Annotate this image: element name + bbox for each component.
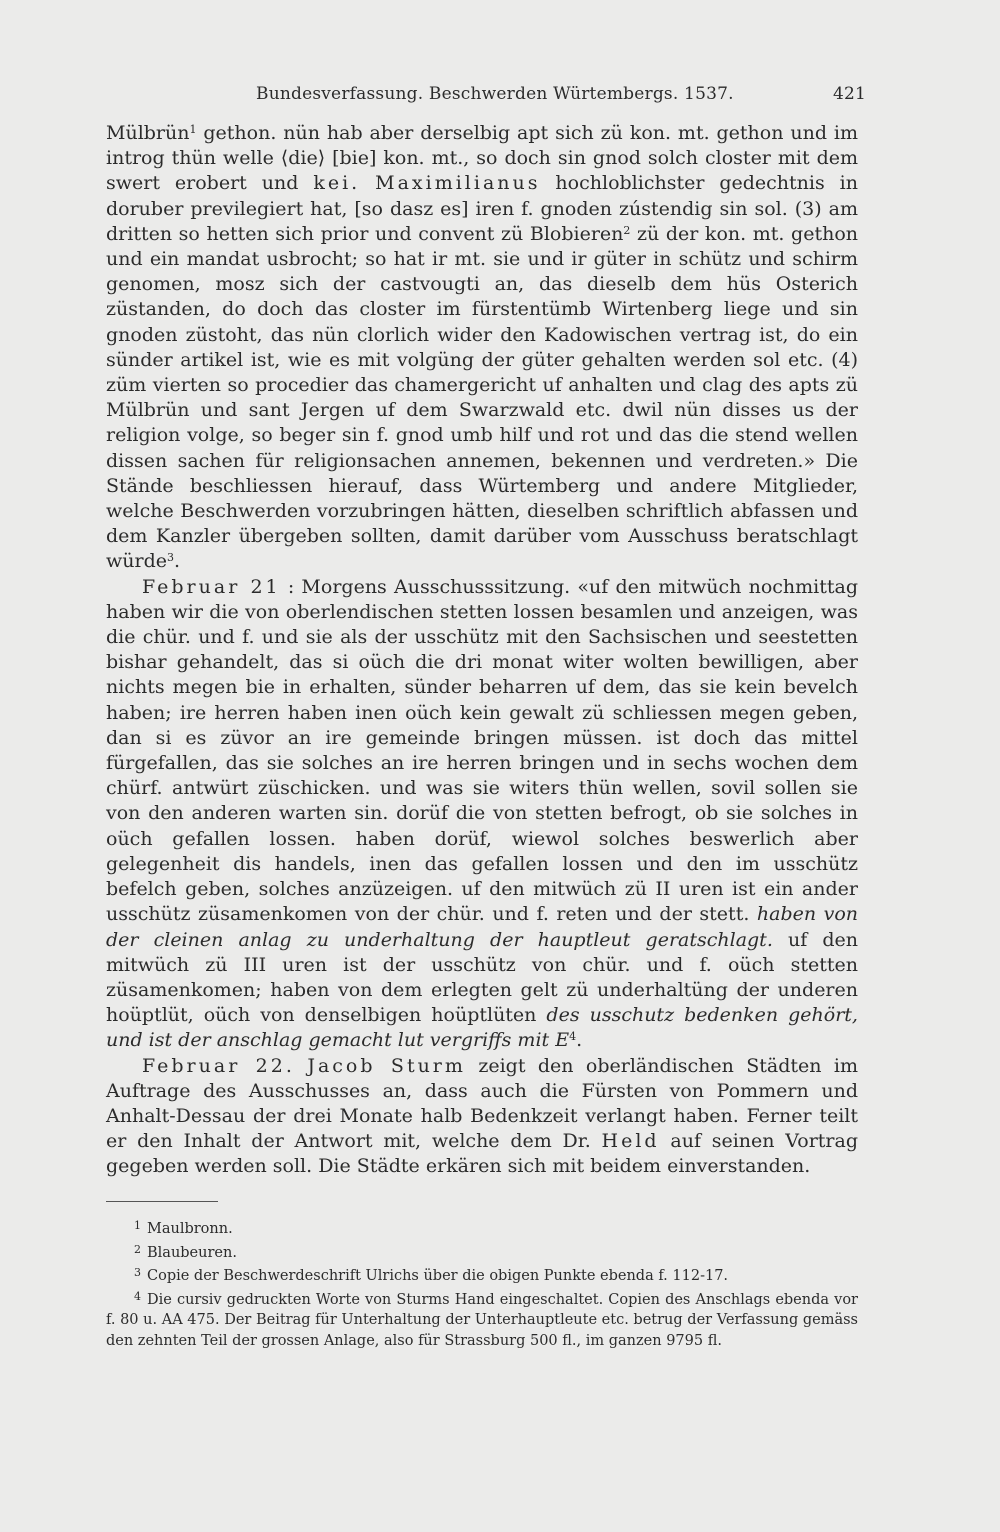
- italic-insert: des usschutz bedenken gehört, und ist der anschlag gemacht lut vergriffs mit E: [106, 1004, 858, 1052]
- footnote-text: Maulbronn.: [147, 1221, 233, 1237]
- running-title: Bundesverfassung. Beschwerden Würtembergs. 1537.: [256, 84, 734, 104]
- date-heading: Februar 22.: [142, 1054, 295, 1077]
- footnote-ref-2: 2: [623, 223, 631, 237]
- footnote-text: Die cursiv gedruckten Worte von Sturms Hand eingeschaltet. Copien des Anschlags ebenda vor f. 80 u. AA 475. Der Beitrag für Unterhaltung der Unterhauptleute etc. betrug der Verfassung gemäss den zehnten Teil der grossen Anlage, also für Strassburg 500 fl., im ganzen 9795 fl.: [106, 1291, 858, 1349]
- text-run: .: [174, 550, 181, 573]
- text-run: uf den mitwüch zü III uren ist der usschütz von chür. und f. oüch stetten züsamenkomen; haben von dem erlegten gelt zü underhaltüng der underen hoüptlüt, oüch von denselbigen hoüptlüten: [106, 928, 858, 1027]
- footnote-ref-4: 4: [569, 1030, 577, 1044]
- spaced-text: kei.: [313, 172, 361, 195]
- text-run: zü der kon. mt. gethon und ein mandat usbrocht; so hat ir mt. sie und ir güter in schütz und schirm genomen, mosz sich der castvougti an, das dieselb dem hüs Osterich züstanden, do doch das closter im fürstentümb Wirtenberg liege und sin gnoden züstoht, das nün clorlich wider den Kadowischen vertrag ist, do ein sünder artikel ist, wie es mit volgüng der güter gehalten werden sol etc. (4) züm vierten so procedier das chamergericht uf anhalten und clag des apts zü Mülbrün und sant Jergen uf dem Swarzwald etc. dwil nün disses us der religion volge, so beger sin f. gnod umb hilf und rot und das die stend wellen dissen sachen für religionsachen annemen, bekennen und verdreten.» Die Stände beschliessen hierauf, dass Würtemberg und andere Mitglieder, welche Beschwerden vorzubringen hätten, dieselben schriftlich abfassen und dem Kanzler übergeben sollten, damit darüber vom Ausschuss beratschlagt würde: [106, 222, 859, 573]
- footnote-rule: [106, 1201, 218, 1202]
- footnote-ref-1: 1: [189, 123, 197, 136]
- footnote-3: [106, 1263, 858, 1287]
- footnotes: [106, 1216, 858, 1351]
- footnote-text: Blaubeuren.: [147, 1244, 237, 1261]
- footnote-1: [106, 1216, 858, 1240]
- footnote-ref-3: 3: [167, 551, 174, 565]
- text-run: .: [576, 1029, 583, 1052]
- footnote-2: [106, 1240, 858, 1264]
- paragraph-2: [106, 575, 858, 1054]
- paragraph-3: [106, 1054, 858, 1180]
- page-number: 421: [832, 84, 866, 104]
- paragraph-1: [106, 121, 858, 575]
- footnote-4: [106, 1287, 858, 1352]
- text-run: Mülbrün: [106, 122, 190, 144]
- footnote-number: 4: [134, 1289, 141, 1303]
- spaced-name: Jacob Sturm: [307, 1054, 466, 1077]
- body-text: [106, 121, 858, 1180]
- page-header: [106, 84, 866, 112]
- footnote-number: 3: [134, 1266, 141, 1279]
- text-run: [360, 172, 375, 194]
- footnote-number: 2: [134, 1242, 141, 1256]
- date-heading: Februar 21: [142, 575, 281, 598]
- text-run: auf seinen Vortrag gegeben werden soll. Die Städte erkären sich mit beidem einverstanden.: [106, 1130, 858, 1178]
- footnote-number: 1: [134, 1219, 141, 1232]
- text-run: hochloblichster gedechtnis in doruber previlegiert hat, [so dasz es] iren f. gnoden zústendig sin sol. (3) am dritten so hetten sich prior und convent zü Blobieren: [106, 172, 858, 245]
- spaced-name: Held: [601, 1130, 660, 1153]
- text-run: : Morgens Ausschusssitzung. «uf den mitwüch nochmittag haben wir die von oberlendischen stetten lossen besamlen und anzeigen, was die chür. und f. und sie als der usschütz mit den Sachsischen und seestetten bishar gehandelt, das si oüch die dri monat witer wolten bewilligen, aber nichts megen bie in erhalten, sünder beharren uf dem, das sie kein bevelch haben; ire herren haben inen oüch kein gewalt zü schliessen megen geben, dan si es züvor an ire gemeinde bringen müssen. ist doch das mittel fürgefallen, das sie solches an ire herren bringen und in sechs wochen dem chürf. antwürt züschicken. und was sie witers thün wellen, sovil sollen sie von den anderen warten sin. dorüf die von stetten befrogt, ob sie solches in oüch gefallen lossen. haben dorüf, wiewol solches beswerlich aber gelegenheit dis handels, inen das gefallen lossen und den im usschütz befelch geben, solches anzüzeigen. uf den mitwüch zü II uren ist ein ander usschütz züsamenkomen von der chür. und f. reten und der stett.: [106, 575, 859, 926]
- text-run: gethon. nün hab aber derselbig apt sich zü kon. mt. gethon und im introg thün welle ⟨die⟩ [bie] kon. mt., so doch sin gnod solch closter mit dem swert erobert und: [106, 122, 858, 195]
- text-run: zeigt den oberländischen Städten im Auftrage des Ausschusses an, dass auch die Fürsten von Pommern und Anhalt-Dessau der drei Monate halb Bedenkzeit verlangt haben. Ferner teilt er den Inhalt der Antwort mit, welche dem Dr.: [106, 1054, 858, 1153]
- italic-insert: haben von der cleinen anlag zu underhaltung der hauptleut geratschlagt.: [106, 903, 858, 951]
- spaced-name: Maximilianus: [375, 172, 541, 195]
- text-run: [295, 1055, 307, 1077]
- footnote-text: Copie der Beschwerdeschrift Ulrichs über die obigen Punkte ebenda f. 112-17.: [147, 1268, 729, 1284]
